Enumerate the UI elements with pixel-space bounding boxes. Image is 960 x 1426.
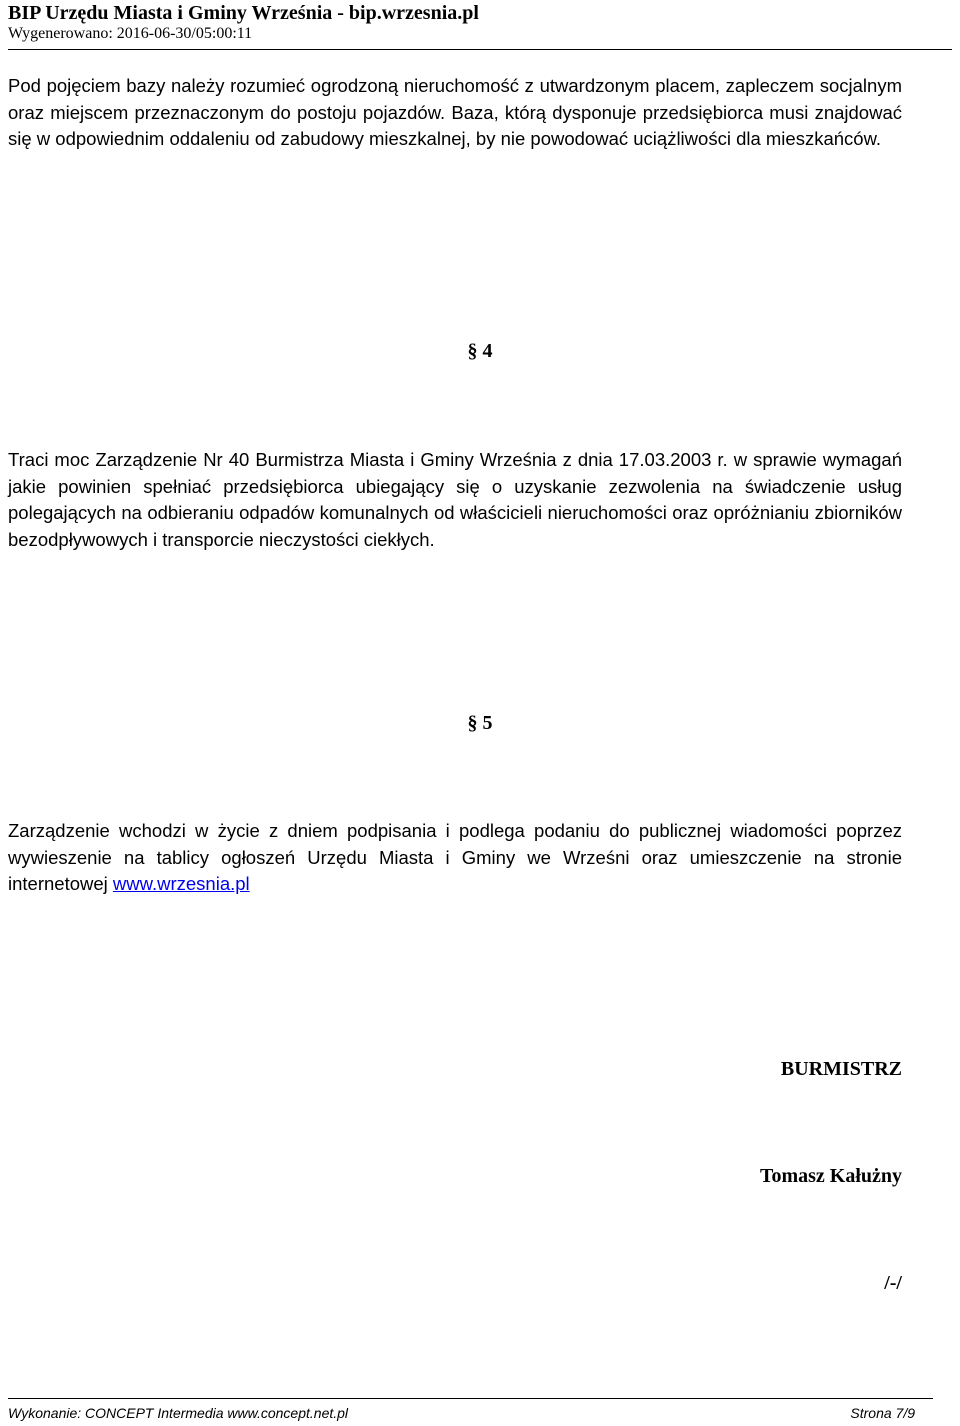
paragraph-effective xyxy=(8,818,902,898)
generated-timestamp: Wygenerowano: 2016-06-30/05:00:11 xyxy=(8,25,253,42)
signature-mark: /-/ xyxy=(884,1272,902,1294)
footer-divider xyxy=(8,1398,933,1399)
signature-name: Tomasz Kałużny xyxy=(759,1165,902,1187)
section-heading-5: § 5 xyxy=(467,712,493,734)
paragraph-effective-text: Zarządzenie wchodzi w życie z dniem podpisania i podlega podaniu do publicznej wiadomości poprzez wywieszenie na tablicy ogłoszeń Urzędu Miasta i Gminy we Wrześni oraz umieszczenie na stronie internetowej xyxy=(8,820,902,894)
footer-credit: Wykonanie: CONCEPT Intermedia www.concept.net.pl xyxy=(8,1405,349,1421)
page-number: Strona 7/9 xyxy=(850,1405,915,1421)
paragraph-repeal: Traci moc Zarządzenie Nr 40 Burmistrza Miasta i Gminy Września z dnia 17.03.2003 r. w sprawie wymagań jakie powinien spełniać przedsiębiorca ubiegający się o uzyskanie zezwolenia na świadczenie usług polegających na odbieraniu odpadów komunalnych od właścicieli nieruchomości oraz opróżnianiu zbiorników bezodpływowych i transporcie nieczystości ciekłych. xyxy=(8,449,902,550)
website-link[interactable]: www.wrzesnia.pl xyxy=(112,873,250,894)
header-divider xyxy=(8,49,952,50)
section-heading-4: § 4 xyxy=(467,340,493,362)
paragraph-base-definition: Pod pojęciem bazy należy rozumieć ogrodzoną nieruchomość z utwardzonym placem, zapleczem socjalnym oraz miejscem przeznaczonym do postoju pojazdów. Baza, którą dysponuje przedsiębiorca musi znajdować się w odpowiednim oddaleniu od zabudowy mieszkalnej, by nie powodować uciążliwości dla mieszkańców. xyxy=(8,75,902,149)
site-title: BIP Urzędu Miasta i Gminy Września - bip.wrzesnia.pl xyxy=(8,2,479,24)
signature-role: BURMISTRZ xyxy=(780,1058,902,1080)
